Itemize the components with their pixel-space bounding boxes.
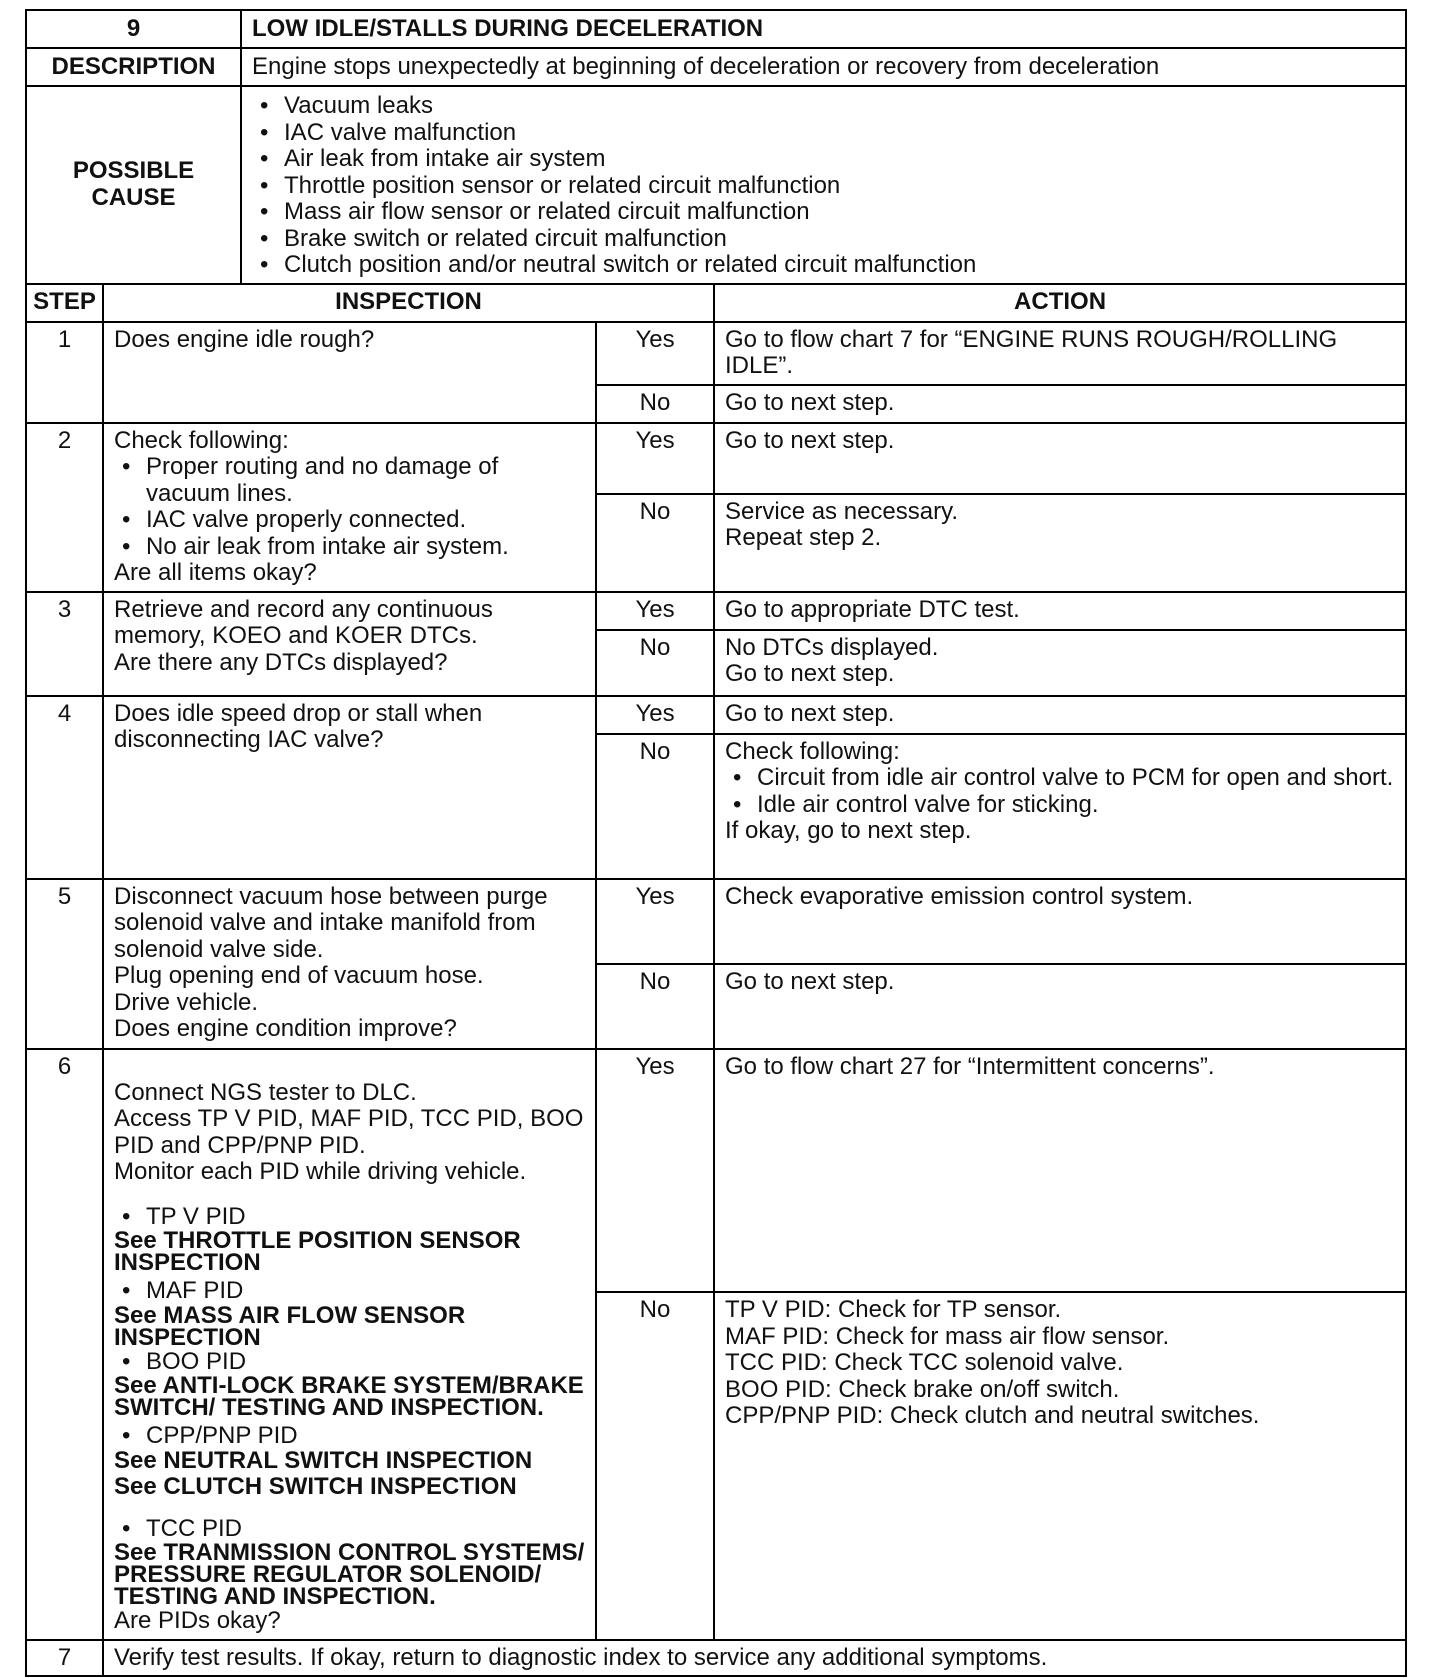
step-6-no-action-line: MAF PID: Check for mass air flow sensor. [725,1322,1170,1350]
step-5-number: 5 [26,879,103,1049]
step-6-pid-item: • BOO PID [114,1349,585,1376]
step-4-yes-action: Go to next step. [714,696,1406,734]
step-6-inspection [103,1049,596,1640]
step-5-question: Does engine condition improve? [114,1015,457,1042]
step-2-no-action-line: Repeat step 2. [725,524,882,551]
step-4-no-intro: Check following: [725,737,900,765]
action-column-header: ACTION [714,284,1406,322]
step-6-no-action-line: TCC PID: Check TCC solenoid valve. [725,1349,1124,1377]
description-text: Engine stops unexpectedly at beginning of deceleration or recovery from deceleration [241,48,1406,86]
step-5-no-label: No [596,964,714,1049]
step-6-reference: See MASS AIR FLOW SENSOR INSPECTION [114,1301,466,1351]
diagnostic-flow-chart [25,9,1407,1677]
step-2-no-label: No [596,494,714,592]
possible-cause-label-line-2: CAUSE [91,183,176,211]
step-5-line: Plug opening end of vacuum hose. [114,962,484,989]
possible-cause-row [26,86,1406,284]
step-6-pid-item: • MAF PID [114,1278,585,1305]
possible-cause-list [241,86,1406,284]
cause-item: • Vacuum leaks [252,93,1395,120]
step-6-reference: See THROTTLE POSITION SENSOR INSPECTION [114,1227,521,1276]
step-6-pid-item: • TP V PID [114,1204,585,1231]
cause-item: • Throttle position sensor or related circuit malfunction [252,173,1395,200]
step-2-intro: Check following: [114,426,289,454]
step-5-line: Drive vehicle. [114,988,259,1016]
step-7-number: 7 [26,1640,103,1677]
step-3-inspection [103,592,596,696]
step-6-no-label: No [596,1292,714,1639]
step-5-no-action: Go to next step. [714,964,1406,1049]
step-4-number: 4 [26,696,103,879]
step-4-no-outro: If okay, go to next step. [725,817,972,844]
step-5-yes-row [26,879,1406,964]
step-4-no-label: No [596,734,714,879]
step-2-inspection [103,423,596,592]
step-3-no-action-line: Go to next step. [725,660,895,687]
cause-item: • Mass air flow sensor or related circuit malfunction [252,199,1395,226]
cause-item: • Clutch position and/or neutral switch or related circuit malfunction [252,252,1395,279]
step-6-reference: See TRANMISSION CONTROL SYSTEMS/ PRESSURE REGULATOR SOLENOID/ TESTING AND INSPECTION. [114,1539,585,1610]
chart-title: LOW IDLE/STALLS DURING DECELERATION [241,10,1406,48]
step-2-check-item: • Proper routing and no damage of vacuum lines. [114,454,585,507]
description-row [26,48,1406,86]
step-6-yes-label: Yes [596,1049,714,1293]
step-3-instruction: Retrieve and record any continuous memory, KOEO and KOER DTCs. [114,595,493,649]
step-2-check-item: • No air leak from intake air system. [114,534,585,561]
step-6-yes-row [26,1049,1406,1293]
step-6-yes-action: Go to flow chart 27 for “Intermittent concerns”. [714,1049,1406,1293]
step-1-number: 1 [26,322,103,423]
step-5-yes-label: Yes [596,879,714,964]
step-6-reference: See CLUTCH SWITCH INSPECTION [114,1472,517,1500]
step-2-check-item: • IAC valve properly connected. [114,507,585,534]
step-2-question: Are all items okay? [114,559,317,586]
step-column-header: STEP [26,284,103,322]
step-6-line: Monitor each PID while driving vehicle. [114,1158,527,1185]
step-1-inspection: Does engine idle rough? [103,322,596,423]
step-6-reference: See ANTI-LOCK BRAKE SYSTEM/BRAKE SWITCH/ TESTING AND INSPECTION. [114,1372,584,1421]
step-2-number: 2 [26,423,103,592]
cause-item: • Air leak from intake air system [252,146,1395,173]
step-1-yes-action: Go to flow chart 7 for “ENGINE RUNS ROUGH/ROLLING IDLE”. [714,322,1406,385]
step-2-yes-row [26,423,1406,494]
step-3-yes-label: Yes [596,592,714,630]
step-7-row [26,1640,1406,1677]
step-2-yes-label: Yes [596,423,714,494]
step-4-check-item: • Circuit from idle air control valve to PCM for open and short. [725,765,1395,792]
step-7-text: Verify test results. If okay, return to diagnostic index to service any additional symptoms. [103,1640,1406,1677]
step-6-pid-item: • CPP/PNP PID [114,1423,585,1450]
step-3-yes-row [26,592,1406,630]
chart-number: 9 [26,10,241,48]
description-label: DESCRIPTION [26,48,241,86]
step-4-inspection: Does idle speed drop or stall when disconnecting IAC valve? [103,696,596,879]
cause-item: • Brake switch or related circuit malfunction [252,226,1395,253]
step-2-no-action-line: Service as necessary. [725,497,958,525]
step-3-no-action [714,630,1406,696]
step-3-number: 3 [26,592,103,696]
step-4-yes-row [26,696,1406,734]
step-3-no-action-line: No DTCs displayed. [725,633,939,661]
step-1-yes-label: Yes [596,322,714,385]
step-1-yes-row [26,322,1406,385]
step-1-no-label: No [596,385,714,423]
step-3-no-label: No [596,630,714,696]
step-6-no-action-line: TP V PID: Check for TP sensor. [725,1296,1062,1324]
step-4-yes-label: Yes [596,696,714,734]
possible-cause-label [26,86,241,284]
step-1-no-action: Go to next step. [714,385,1406,423]
inspection-column-header: INSPECTION [103,284,714,322]
step-6-no-action-line: BOO PID: Check brake on/off switch. [725,1375,1120,1403]
step-6-reference: See NEUTRAL SWITCH INSPECTION [114,1446,533,1474]
cause-item: • IAC valve malfunction [252,120,1395,147]
step-6-pid-item: • TCC PID [114,1516,585,1543]
column-header-row [26,284,1406,322]
title-row [26,10,1406,48]
step-4-check-item: • Idle air control valve for sticking. [725,792,1395,819]
step-5-yes-action: Check evaporative emission control system. [714,879,1406,964]
step-3-question: Are there any DTCs displayed? [114,648,448,676]
step-2-yes-action: Go to next step. [714,423,1406,494]
step-2-no-action [714,494,1406,592]
step-3-yes-action: Go to appropriate DTC test. [714,592,1406,630]
step-6-no-action [714,1292,1406,1639]
step-6-number: 6 [26,1049,103,1640]
step-6-line: Access TP V PID, MAF PID, TCC PID, BOO PID and CPP/PNP PID. [114,1105,584,1159]
step-6-question: Are PIDs okay? [114,1607,281,1634]
step-4-no-action [714,734,1406,879]
step-5-line: Disconnect vacuum hose between purge solenoid valve and intake manifold from solenoid valve side. [114,882,548,963]
possible-cause-label-line-1: POSSIBLE [72,157,195,185]
step-6-no-action-line: CPP/PNP PID: Check clutch and neutral switches. [725,1402,1260,1430]
step-6-line: Connect NGS tester to DLC. [114,1078,417,1106]
step-5-inspection [103,879,596,1049]
